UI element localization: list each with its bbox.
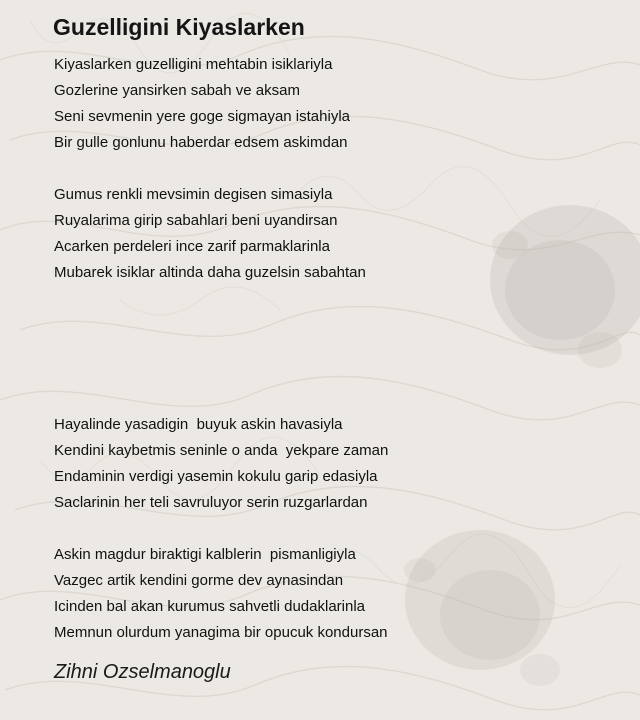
poem-line: Endaminin verdigi yasemin kokulu garip edasiyla <box>54 468 378 485</box>
poem-line: Saclarinin her teli savruluyor serin ruzgarlardan <box>54 494 368 511</box>
stanza-4 <box>54 542 388 646</box>
poem-line: Memnun olurdum yanagima bir opucuk kondursan <box>54 624 388 641</box>
poem-line: Ruyalarima girip sabahlari beni uyandirsan <box>54 212 338 229</box>
poem-line: Seni sevmenin yere goge sigmayan istahiyla <box>54 108 350 125</box>
poem-line: Hayalinde yasadigin buyuk askin havasiyla <box>54 416 343 433</box>
poem-line: Icinden bal akan kurumus sahvetli dudaklarinla <box>54 598 366 615</box>
poem-line: Mubarek isiklar altinda daha guzelsin sabahtan <box>54 264 366 281</box>
poem-line: Gumus renkli mevsimin degisen simasiyla <box>54 186 333 203</box>
poem-line: Kiyaslarken guzelligini mehtabin isiklariyla <box>54 56 333 73</box>
poem-line: Acarken perdeleri ince zarif parmaklarinla <box>54 238 330 255</box>
stanza-3 <box>54 412 388 516</box>
poem-line: Kendini kaybetmis seninle o anda yekpare zaman <box>54 442 389 459</box>
poem-line: Askin magdur biraktigi kalblerin pismanligiyla <box>54 546 356 563</box>
poem-author: Zihni Ozselmanoglu <box>54 661 231 683</box>
poem-line: Bir gulle gonlunu haberdar edsem askimdan <box>54 134 348 151</box>
poem-title: Guzelligini Kiyaslarken <box>53 14 305 40</box>
poem-line: Gozlerine yansirken sabah ve aksam <box>54 82 300 99</box>
stanza-1 <box>54 52 350 156</box>
stanza-2 <box>54 182 366 286</box>
poem-line: Vazgec artik kendini gorme dev aynasindan <box>54 572 344 589</box>
